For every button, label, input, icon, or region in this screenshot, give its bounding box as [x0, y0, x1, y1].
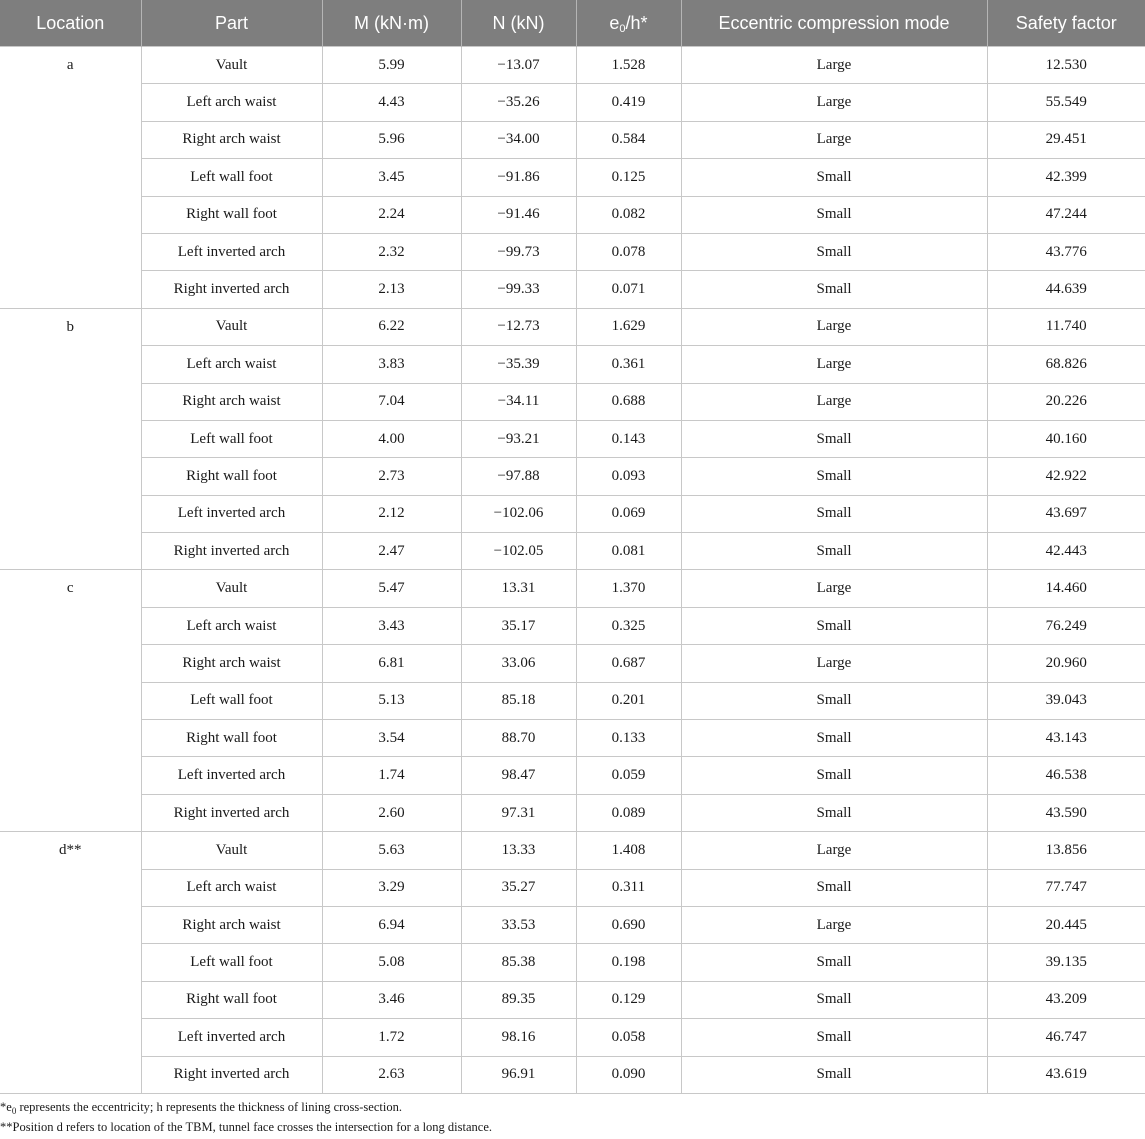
table-row: [0, 757, 1145, 794]
safety-factor-cell: 29.451: [987, 121, 1145, 158]
table-row: [0, 271, 1145, 308]
compression-mode-cell: Large: [681, 84, 987, 121]
eccentricity-ratio-cell: 0.090: [576, 1056, 681, 1093]
compression-mode-cell: Small: [681, 533, 987, 570]
eccentricity-ratio-cell: 0.690: [576, 906, 681, 943]
footnotes: [0, 1097, 1145, 1137]
axial-force-cell: −34.00: [461, 121, 576, 158]
table-row: [0, 869, 1145, 906]
part-cell: Right wall foot: [141, 196, 322, 233]
compression-mode-cell: Small: [681, 196, 987, 233]
part-cell: Left arch waist: [141, 869, 322, 906]
table-row: [0, 495, 1145, 532]
compression-mode-cell: Large: [681, 906, 987, 943]
axial-force-cell: −97.88: [461, 458, 576, 495]
eccentricity-ratio-cell: 0.069: [576, 495, 681, 532]
moment-cell: 2.32: [322, 233, 461, 270]
compression-mode-cell: Large: [681, 121, 987, 158]
safety-factor-cell: 46.538: [987, 757, 1145, 794]
header-e0h-subscript: 0: [619, 22, 626, 35]
compression-mode-cell: Large: [681, 832, 987, 869]
part-cell: Right inverted arch: [141, 1056, 322, 1093]
compression-mode-cell: Small: [681, 607, 987, 644]
table-row: [0, 458, 1145, 495]
safety-factor-cell: 11.740: [987, 308, 1145, 345]
moment-cell: 2.73: [322, 458, 461, 495]
part-cell: Left wall foot: [141, 420, 322, 457]
safety-factor-cell: 40.160: [987, 420, 1145, 457]
header-e0h-tail: /h*: [625, 12, 648, 33]
table-row: [0, 645, 1145, 682]
eccentricity-ratio-cell: 0.419: [576, 84, 681, 121]
compression-mode-cell: Small: [681, 1056, 987, 1093]
header-part: Part: [141, 0, 322, 47]
location-cell: d**: [0, 832, 141, 1094]
axial-force-cell: 35.27: [461, 869, 576, 906]
safety-factor-cell: 20.960: [987, 645, 1145, 682]
safety-factor-cell: 43.209: [987, 981, 1145, 1018]
safety-factor-cell: 77.747: [987, 869, 1145, 906]
compression-mode-cell: Small: [681, 794, 987, 831]
footnote-1-base: *e: [0, 1100, 12, 1114]
moment-cell: 3.43: [322, 607, 461, 644]
safety-factor-cell: 39.043: [987, 682, 1145, 719]
header-e0h-base: e: [609, 12, 620, 33]
axial-force-cell: 98.16: [461, 1019, 576, 1056]
moment-cell: 7.04: [322, 383, 461, 420]
table-row: [0, 1056, 1145, 1093]
moment-cell: 1.72: [322, 1019, 461, 1056]
moment-cell: 3.83: [322, 346, 461, 383]
header-safety-factor: Safety factor: [987, 0, 1145, 47]
moment-cell: 3.29: [322, 869, 461, 906]
safety-factor-cell: 20.445: [987, 906, 1145, 943]
table-row: [0, 420, 1145, 457]
table-row: [0, 159, 1145, 196]
moment-cell: 5.47: [322, 570, 461, 607]
safety-factor-cell: 43.776: [987, 233, 1145, 270]
footnote-position-d: **Position d refers to location of the TBM, tunnel face crosses the intersection for a long distance.: [0, 1120, 493, 1134]
safety-factor-cell: 55.549: [987, 84, 1145, 121]
compression-mode-cell: Large: [681, 383, 987, 420]
axial-force-cell: 96.91: [461, 1056, 576, 1093]
axial-force-cell: 13.33: [461, 832, 576, 869]
table-row: [0, 233, 1145, 270]
header-compression-mode: Eccentric compression mode: [681, 0, 987, 47]
eccentricity-ratio-cell: 0.361: [576, 346, 681, 383]
axial-force-cell: −13.07: [461, 47, 576, 84]
axial-force-cell: −99.33: [461, 271, 576, 308]
axial-force-cell: 13.31: [461, 570, 576, 607]
table-row: [0, 720, 1145, 757]
part-cell: Right inverted arch: [141, 794, 322, 831]
moment-cell: 3.45: [322, 159, 461, 196]
eccentricity-ratio-cell: 0.325: [576, 607, 681, 644]
table-header: [0, 0, 1145, 47]
header-row: [0, 0, 1145, 47]
part-cell: Left wall foot: [141, 159, 322, 196]
moment-cell: 6.94: [322, 906, 461, 943]
moment-cell: 5.08: [322, 944, 461, 981]
moment-cell: 6.81: [322, 645, 461, 682]
safety-factor-cell: 43.143: [987, 720, 1145, 757]
safety-factor-cell: 44.639: [987, 271, 1145, 308]
location-cell: a: [0, 47, 141, 309]
part-cell: Left inverted arch: [141, 495, 322, 532]
part-cell: Right wall foot: [141, 458, 322, 495]
axial-force-cell: 89.35: [461, 981, 576, 1018]
eccentricity-ratio-cell: 0.687: [576, 645, 681, 682]
table-row: [0, 794, 1145, 831]
part-cell: Left wall foot: [141, 682, 322, 719]
safety-factor-cell: 20.226: [987, 383, 1145, 420]
safety-factor-cell: 42.443: [987, 533, 1145, 570]
eccentricity-ratio-cell: 1.629: [576, 308, 681, 345]
part-cell: Right wall foot: [141, 720, 322, 757]
safety-factor-cell: 42.399: [987, 159, 1145, 196]
axial-force-cell: −102.06: [461, 495, 576, 532]
part-cell: Vault: [141, 308, 322, 345]
safety-factor-cell: 13.856: [987, 832, 1145, 869]
moment-cell: 2.12: [322, 495, 461, 532]
axial-force-cell: 88.70: [461, 720, 576, 757]
compression-mode-cell: Small: [681, 1019, 987, 1056]
table-row: [0, 607, 1145, 644]
compression-mode-cell: Small: [681, 458, 987, 495]
safety-factor-cell: 43.619: [987, 1056, 1145, 1093]
moment-cell: 2.60: [322, 794, 461, 831]
compression-mode-cell: Large: [681, 308, 987, 345]
compression-mode-cell: Small: [681, 720, 987, 757]
part-cell: Left inverted arch: [141, 233, 322, 270]
compression-mode-cell: Large: [681, 346, 987, 383]
part-cell: Right inverted arch: [141, 271, 322, 308]
axial-force-cell: −102.05: [461, 533, 576, 570]
part-cell: Vault: [141, 570, 322, 607]
moment-cell: 2.47: [322, 533, 461, 570]
table-row: [0, 944, 1145, 981]
safety-factor-cell: 68.826: [987, 346, 1145, 383]
axial-force-cell: −91.86: [461, 159, 576, 196]
moment-cell: 4.00: [322, 420, 461, 457]
axial-force-cell: 35.17: [461, 607, 576, 644]
footnote-1-subscript: 0: [11, 1106, 17, 1116]
table-row: [0, 47, 1145, 84]
table-row: [0, 308, 1145, 345]
part-cell: Vault: [141, 47, 322, 84]
header-axial-force: N (kN): [461, 0, 576, 47]
header-eccentricity-ratio: [576, 0, 681, 47]
safety-factor-cell: 42.922: [987, 458, 1145, 495]
part-cell: Right arch waist: [141, 645, 322, 682]
compression-mode-cell: Small: [681, 869, 987, 906]
safety-factor-cell: 47.244: [987, 196, 1145, 233]
safety-factor-cell: 43.697: [987, 495, 1145, 532]
axial-force-cell: −99.73: [461, 233, 576, 270]
safety-factor-cell: 14.460: [987, 570, 1145, 607]
location-cell: c: [0, 570, 141, 832]
compression-mode-cell: Small: [681, 420, 987, 457]
part-cell: Left arch waist: [141, 346, 322, 383]
axial-force-cell: −35.39: [461, 346, 576, 383]
compression-mode-cell: Small: [681, 159, 987, 196]
part-cell: Right arch waist: [141, 383, 322, 420]
table-row: [0, 84, 1145, 121]
compression-mode-cell: Small: [681, 981, 987, 1018]
footnote-1-text: represents the eccentricity; h represents the thickness of lining cross-section.: [16, 1100, 402, 1114]
axial-force-cell: −91.46: [461, 196, 576, 233]
eccentricity-ratio-cell: 0.143: [576, 420, 681, 457]
safety-factor-cell: 76.249: [987, 607, 1145, 644]
location-cell: b: [0, 308, 141, 570]
axial-force-cell: 97.31: [461, 794, 576, 831]
part-cell: Left inverted arch: [141, 1019, 322, 1056]
axial-force-cell: −93.21: [461, 420, 576, 457]
axial-force-cell: −12.73: [461, 308, 576, 345]
header-location: Location: [0, 0, 141, 47]
moment-cell: 5.63: [322, 832, 461, 869]
part-cell: Left inverted arch: [141, 757, 322, 794]
table-row: [0, 981, 1145, 1018]
moment-cell: 5.13: [322, 682, 461, 719]
moment-cell: 4.43: [322, 84, 461, 121]
eccentricity-ratio-cell: 0.584: [576, 121, 681, 158]
table-row: [0, 832, 1145, 869]
compression-mode-cell: Small: [681, 682, 987, 719]
moment-cell: 1.74: [322, 757, 461, 794]
axial-force-cell: 85.18: [461, 682, 576, 719]
moment-cell: 3.46: [322, 981, 461, 1018]
moment-cell: 2.24: [322, 196, 461, 233]
moment-cell: 3.54: [322, 720, 461, 757]
eccentricity-ratio-cell: 0.198: [576, 944, 681, 981]
eccentricity-ratio-cell: 0.058: [576, 1019, 681, 1056]
moment-cell: 2.13: [322, 271, 461, 308]
axial-force-cell: 98.47: [461, 757, 576, 794]
part-cell: Left arch waist: [141, 84, 322, 121]
eccentricity-ratio-cell: 0.311: [576, 869, 681, 906]
table-body: [0, 47, 1145, 1094]
eccentricity-ratio-cell: 0.059: [576, 757, 681, 794]
axial-force-cell: −35.26: [461, 84, 576, 121]
table-row: [0, 906, 1145, 943]
eccentricity-ratio-cell: 0.081: [576, 533, 681, 570]
compression-mode-cell: Large: [681, 47, 987, 84]
table-row: [0, 570, 1145, 607]
part-cell: Right arch waist: [141, 121, 322, 158]
eccentricity-ratio-cell: 0.082: [576, 196, 681, 233]
eccentricity-ratio-cell: 0.078: [576, 233, 681, 270]
axial-force-cell: 33.06: [461, 645, 576, 682]
compression-mode-cell: Large: [681, 570, 987, 607]
eccentricity-ratio-cell: 0.129: [576, 981, 681, 1018]
compression-mode-cell: Small: [681, 944, 987, 981]
table-row: [0, 1019, 1145, 1056]
header-moment: M (kN·m): [322, 0, 461, 47]
compression-mode-cell: Large: [681, 645, 987, 682]
eccentricity-ratio-cell: 1.370: [576, 570, 681, 607]
compression-mode-cell: Small: [681, 757, 987, 794]
part-cell: Right inverted arch: [141, 533, 322, 570]
axial-force-cell: 85.38: [461, 944, 576, 981]
safety-factor-cell: 12.530: [987, 47, 1145, 84]
axial-force-cell: 33.53: [461, 906, 576, 943]
part-cell: Right wall foot: [141, 981, 322, 1018]
compression-mode-cell: Small: [681, 271, 987, 308]
table-row: [0, 383, 1145, 420]
moment-cell: 5.96: [322, 121, 461, 158]
eccentricity-ratio-cell: 0.125: [576, 159, 681, 196]
safety-factor-cell: 43.590: [987, 794, 1145, 831]
compression-mode-cell: Small: [681, 233, 987, 270]
safety-factor-cell: 46.747: [987, 1019, 1145, 1056]
axial-force-cell: −34.11: [461, 383, 576, 420]
part-cell: Vault: [141, 832, 322, 869]
part-cell: Left arch waist: [141, 607, 322, 644]
eccentricity-ratio-cell: 1.528: [576, 47, 681, 84]
table-row: [0, 121, 1145, 158]
eccentricity-ratio-cell: 0.093: [576, 458, 681, 495]
eccentricity-ratio-cell: 1.408: [576, 832, 681, 869]
safety-factor-cell: 39.135: [987, 944, 1145, 981]
part-cell: Right arch waist: [141, 906, 322, 943]
compression-mode-cell: Small: [681, 495, 987, 532]
moment-cell: 6.22: [322, 308, 461, 345]
table-row: [0, 346, 1145, 383]
footnote-eccentricity: [0, 1097, 1145, 1117]
moment-cell: 5.99: [322, 47, 461, 84]
table-row: [0, 196, 1145, 233]
moment-cell: 2.63: [322, 1056, 461, 1093]
table-row: [0, 533, 1145, 570]
eccentricity-ratio-cell: 0.089: [576, 794, 681, 831]
eccentricity-ratio-cell: 0.688: [576, 383, 681, 420]
table-row: [0, 682, 1145, 719]
part-cell: Left wall foot: [141, 944, 322, 981]
eccentricity-ratio-cell: 0.133: [576, 720, 681, 757]
eccentricity-ratio-cell: 0.071: [576, 271, 681, 308]
eccentricity-ratio-cell: 0.201: [576, 682, 681, 719]
